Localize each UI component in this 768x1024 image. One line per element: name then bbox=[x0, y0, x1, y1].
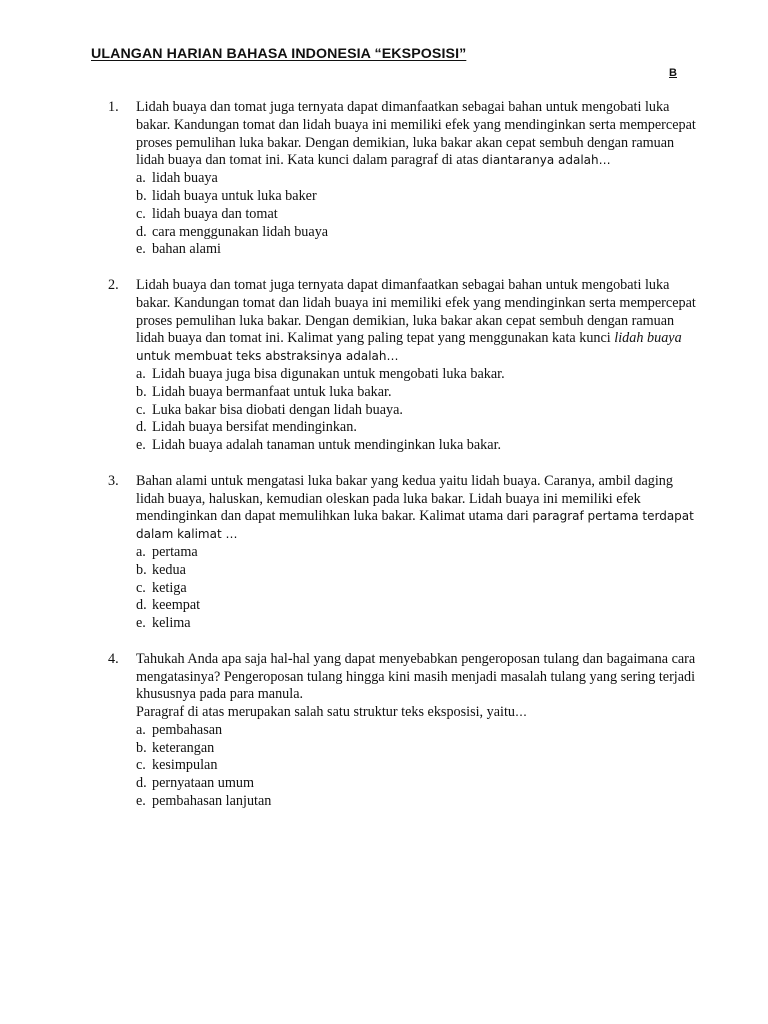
option-text: pertama bbox=[152, 543, 198, 560]
option-letter: d. bbox=[136, 419, 147, 436]
option-a bbox=[136, 722, 698, 740]
option-letter: a. bbox=[136, 721, 146, 738]
option-a bbox=[136, 544, 698, 562]
stem-text: Lidah buaya dan tomat juga ternyata dapat dimanfaatkan sebagai bahan untuk mengobati luka bakar. Kandungan tomat dan lidah buaya ini memiliki efek yang mendinginkan serta mempercepat proses pemulihan luka bakar. Dengan demikian, luka bakar akan cepat sembuh dengan ramuan lidah buaya dan tomat ini. Kata kunci dalam paragraf di atas bbox=[136, 99, 696, 169]
option-letter: c. bbox=[136, 757, 146, 774]
option-letter: b. bbox=[136, 187, 147, 204]
option-d bbox=[136, 224, 698, 242]
option-c bbox=[136, 757, 698, 775]
option-e bbox=[136, 793, 698, 811]
option-text: kesimpulan bbox=[152, 757, 218, 774]
option-list bbox=[136, 544, 698, 633]
option-text: lidah buaya untuk luka baker bbox=[152, 187, 317, 204]
stem-tail: … bbox=[515, 705, 528, 720]
option-text: lidah buaya bbox=[152, 170, 218, 187]
option-letter: d. bbox=[136, 597, 147, 614]
stem-text: Lidah buaya dan tomat juga ternyata dapat dimanfaatkan sebagai bahan untuk mengobati luka bakar. Kandungan tomat dan lidah buaya ini memiliki efek yang mendinginkan serta mempercepat proses pemulihan luka bakar. Dengan demikian, luka bakar akan cepat sembuh dengan ramuan lidah buaya dan tomat ini. Kalimat yang paling tepat yang menggunakan kata kunci bbox=[136, 276, 696, 347]
option-letter: b. bbox=[136, 561, 147, 578]
option-a bbox=[136, 366, 698, 384]
option-text: bahan alami bbox=[152, 241, 221, 258]
option-letter: e. bbox=[136, 615, 146, 632]
option-e bbox=[136, 241, 698, 259]
option-letter: b. bbox=[136, 383, 147, 400]
option-letter: e. bbox=[136, 793, 146, 810]
option-letter: a. bbox=[136, 365, 146, 382]
option-letter: c. bbox=[136, 401, 146, 418]
stem-text: Bahan alami untuk mengatasi luka bakar yang kedua yaitu lidah buaya. Caranya, ambil daging lidah buaya, haluskan, kemudian oleskan pada luka bakar. Lidah buaya ini memiliki efek mendinginkan dan dapat memulihkan luka bakar. Kalimat utama dari bbox=[136, 472, 673, 525]
option-letter: c. bbox=[136, 205, 146, 222]
option-text: Lidah buaya bersifat mendinginkan. bbox=[152, 419, 357, 436]
option-letter: c. bbox=[136, 579, 146, 596]
question-list bbox=[108, 99, 698, 811]
option-text: pernyataan umum bbox=[152, 775, 255, 792]
option-text: keterangan bbox=[152, 739, 215, 756]
option-letter: e. bbox=[136, 437, 146, 454]
stem-tail: untuk membuat teks abstraksinya adalah… bbox=[136, 349, 399, 364]
option-list bbox=[136, 366, 698, 455]
option-letter: a. bbox=[136, 543, 146, 560]
question-stem bbox=[136, 99, 698, 170]
question-stem bbox=[136, 651, 698, 722]
option-d bbox=[136, 419, 698, 437]
option-text: keempat bbox=[152, 597, 201, 614]
option-text: Lidah buaya bermanfaat untuk luka bakar. bbox=[152, 383, 392, 400]
option-text: ketiga bbox=[152, 579, 187, 596]
page-title: ULANGAN HARIAN BAHASA INDONESIA “EKSPOSISI” bbox=[91, 46, 467, 62]
option-b bbox=[136, 188, 698, 206]
option-a bbox=[136, 170, 698, 188]
option-d bbox=[136, 597, 698, 615]
option-d bbox=[136, 775, 698, 793]
stem-text: Tahukah Anda apa saja hal-hal yang dapat menyebabkan pengeroposan tulang dan bagaimana cara mengatasinya? Pengeroposan tulang hingga kini masih menjadi masalah tulang yang sering terjadi khususnya pada para manula. bbox=[136, 650, 696, 703]
stem-tail: diantaranya adalah… bbox=[481, 153, 611, 168]
option-b bbox=[136, 740, 698, 758]
option-letter: d. bbox=[136, 223, 147, 240]
option-b bbox=[136, 562, 698, 580]
option-c bbox=[136, 580, 698, 598]
option-e bbox=[136, 437, 698, 455]
option-text: Luka bakar bisa diobati dengan lidah buaya. bbox=[152, 401, 403, 418]
option-text: lidah buaya dan tomat bbox=[152, 205, 278, 222]
option-letter: a. bbox=[136, 170, 146, 187]
option-text: Lidah buaya adalah tanaman untuk mendinginkan luka bakar. bbox=[152, 437, 502, 454]
option-text: pembahasan bbox=[152, 721, 223, 738]
version-label: B bbox=[669, 67, 677, 79]
question-number: 4. bbox=[108, 650, 119, 667]
question-number: 1. bbox=[108, 99, 119, 115]
option-text: kelima bbox=[152, 615, 191, 632]
question-stem bbox=[136, 473, 698, 544]
question-1 bbox=[108, 99, 698, 259]
question-3 bbox=[108, 473, 698, 633]
option-letter: b. bbox=[136, 739, 147, 756]
option-c bbox=[136, 206, 698, 224]
question-4 bbox=[108, 651, 698, 811]
option-text: kedua bbox=[152, 561, 186, 578]
option-text: pembahasan lanjutan bbox=[152, 793, 272, 810]
question-number: 2. bbox=[108, 276, 119, 293]
stem-keyword: lidah buaya bbox=[614, 330, 682, 347]
option-text: cara menggunakan lidah buaya bbox=[152, 223, 329, 240]
option-list bbox=[136, 722, 698, 811]
option-list bbox=[136, 170, 698, 259]
option-letter: e. bbox=[136, 241, 146, 258]
question-2 bbox=[108, 277, 698, 455]
option-text: Lidah buaya juga bisa digunakan untuk mengobati luka bakar. bbox=[152, 365, 505, 382]
option-letter: d. bbox=[136, 775, 147, 792]
stem-tail: paragraf pertama terdapat dalam kalimat … bbox=[136, 509, 694, 542]
stem-line-2: Paragraf di atas merupakan salah satu struktur teks eksposisi, yaitu bbox=[136, 704, 516, 721]
question-stem bbox=[136, 277, 698, 366]
option-e bbox=[136, 615, 698, 633]
option-b bbox=[136, 384, 698, 402]
option-c bbox=[136, 402, 698, 420]
question-number: 3. bbox=[108, 472, 119, 489]
